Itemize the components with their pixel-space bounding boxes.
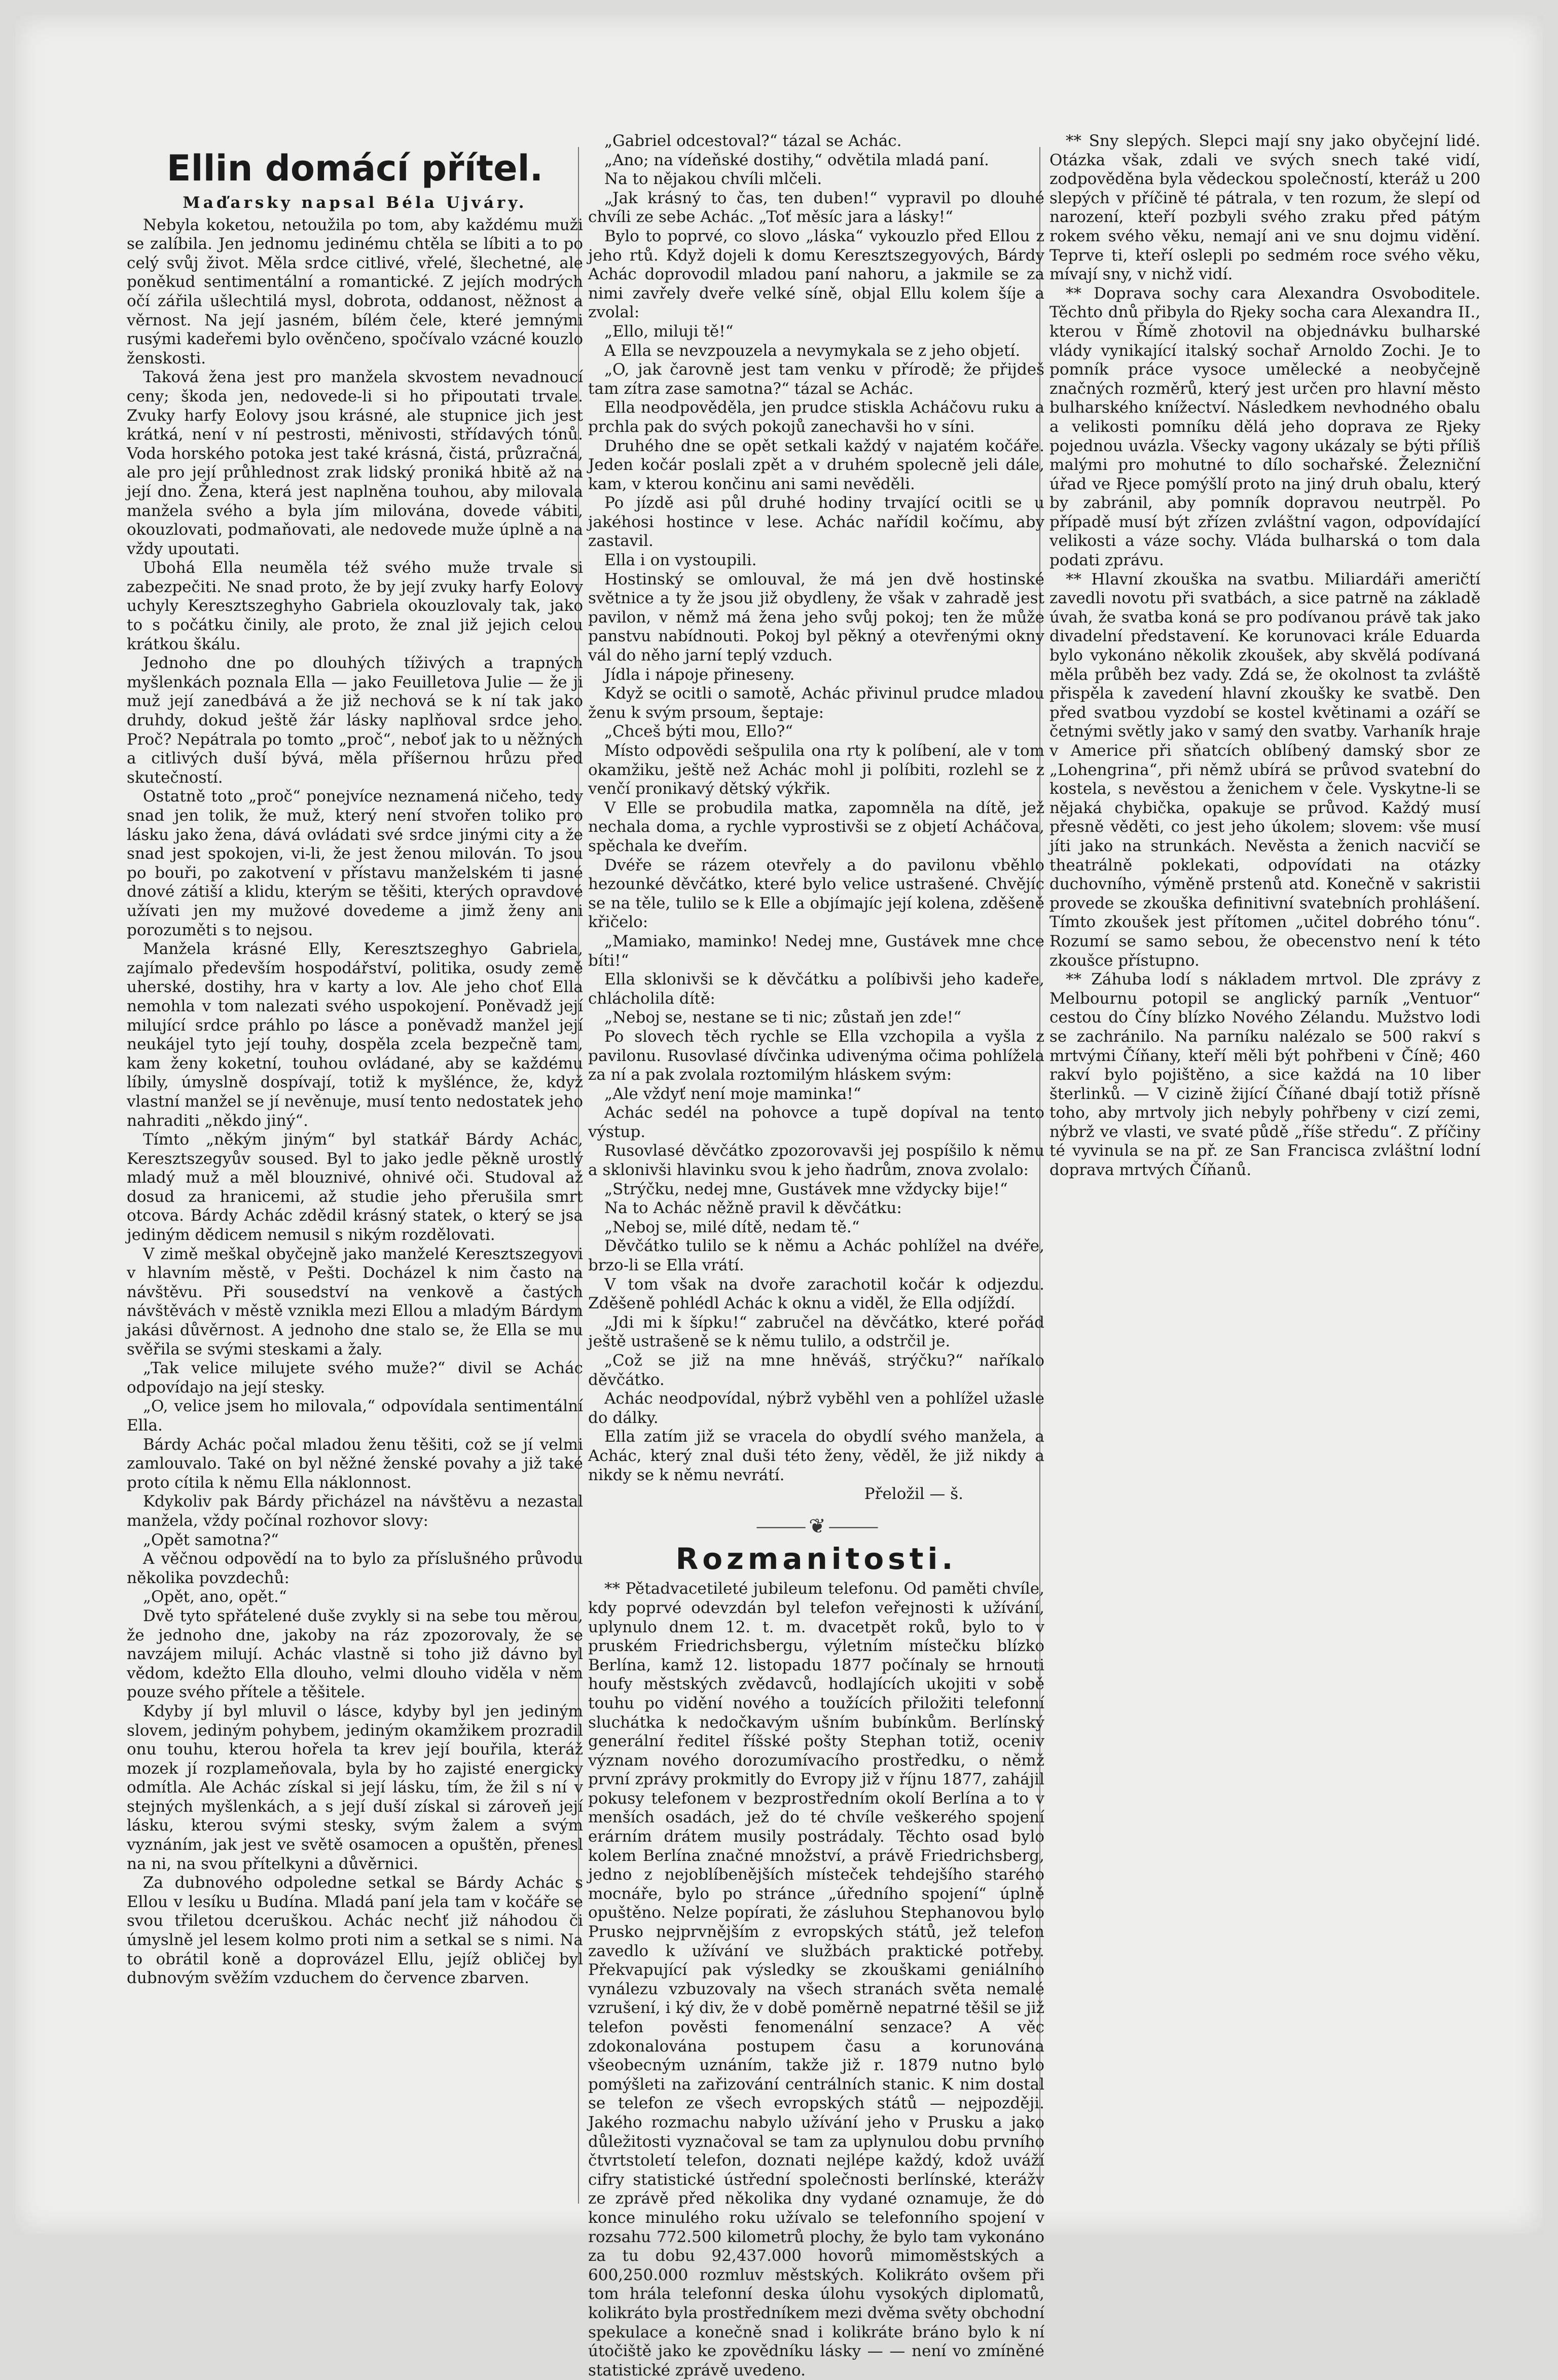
article-paragraph: Bárdy Achác počal mladou ženu těšiti, což se jí velmi zamlouvalo. Také on byl něžné ženské povahy a již také proto cítila k němu Ella náklonnost. [127, 1435, 583, 1492]
article-paragraph: Hostinský se omlouval, že má jen dvě hostinské světnice a ty že jsou již obydleny, že však v zahradě jest pavilon, v němž má žena jeho svůj pokoj; ten že může panstvu nabídnouti. Pokoj byl pěkný a otevřenými okny vál do něho jarní teplý vzduch. [588, 570, 1044, 665]
article-paragraph: „Opět, ano, opět.“ [143, 1588, 287, 1606]
article-paragraph: Děvčátko tulilo se k němu a Achác pohlížel na dvéře, brzo-li se Ella vrátí. [588, 1237, 1044, 1275]
ornament-divider: ⸻ ❦ ⸻ [755, 1514, 877, 1538]
article-paragraph: „Jak krásný to čas, ten duben!“ vypravil po dlouhé chvíli ze sebe Achác. „Toť měsíc jara a lásky!“ [588, 189, 1044, 227]
article-paragraph: „Což se již na mne hněváš, strýčku?“ naříkalo děvčátko. [588, 1351, 1044, 1389]
article-paragraph: „Opět samotna?“ [143, 1530, 279, 1549]
article-paragraph: Druhého dne se opět setkali každý v najatém kočáře. Jeden kočár poslali zpět a v druhém spolecně jeli dále, kam, v kterou končinu ani sami nevěděli. [588, 436, 1044, 493]
article-paragraph: Po jízdě asi půl druhé hodiny trvající ocitli se u jakéhosi hostince v lese. Achác nařídil kočímu, aby zastavil. [588, 494, 1044, 551]
article-paragraph: Achác sedél na pohovce a tupě dopíval na tento výstup. [588, 1104, 1044, 1141]
article-paragraph: „Strýčku, nedej mne, Gustávek mne vždycky bije!“ [604, 1180, 1008, 1198]
article-signature: Přeložil — š. [864, 1485, 963, 1504]
article-paragraph: Kdyby jí byl mluvil o lásce, kdyby byl jen jediným slovem, jediným pohybem, jediným okamžikem prozradil onu touhu, kterou hořela ta krev její bouřila, kteráž mozek jí rozplameňovala, byla by ho zajisté energicky odmítla. Ale Achác získal si její lásku, tím, že žil s ní v stejných myšlenkách, a s její duší získal si zároveň její lásku, kterou svými stesky, svým žalem a svým vyznáním, jak jest ve světě osamocen a opuštěn, přenesl na ni, na svou přítelkyni a důvěrnici. [127, 1702, 583, 1873]
article-paragraph: Taková žena jest pro manžela skvostem nevadnoucí ceny; škoda jen, nedovede-li si ho připoutati trvale. Zvuky harfy Eolovy jsou krásné, ale stupnice jich jest krátká, není v ní pestrosti, měnivosti, střídavých tónů. Voda horského potoka jest také krásná, čistá, průzračná, ale pro její průhlednost zrak lidský proniká hbitě až na její dno. Žena, která jest naplněna touhou, aby milovala manžela svého a byla jím milována, dovede vábiti, okouzlovati, podmaňovati, ale nedovede muže úplně a na vždy upoutati. [127, 368, 583, 558]
article-paragraph: „Jdi mi k šípku!“ zabručel na děvčátko, které pořád ještě ustrašeně se k němu tulilo, a odstrčil je. [588, 1313, 1044, 1351]
article-paragraph: „Neboj se, nestane se ti nic; zůstaň jen zde!“ [604, 1008, 962, 1027]
article-paragraph: „O, velice jsem ho milovala,“ odpovídala sentimentální Ella. [127, 1397, 583, 1435]
article-paragraph: Na to Achác něžně pravil k děvčátku: [604, 1199, 902, 1218]
article-paragraph: A věčnou odpovědí na to bylo za příslušného průvodu několika povzdechů: [127, 1550, 583, 1587]
column-1 [127, 147, 583, 1988]
article-paragraph: „Chceš býti mou, Ello?“ [604, 722, 793, 741]
news-item: ** Sny slepých. Slepci mají sny jako obyčejní lidé. Otázka však, zdali ve svých snech také vidí, zodpověděna byla vědeckou společností, kteráž u 200 slepých v příčině té pátrala, v ten rozum, že slepí od narození, kteří pozbyli svého zraku před pátým rokem svého věku, nemají ani ve snu dojmu vidění. Teprve ti, kteří oslepli po sedmém roce svého věku, mívají sny, v nichž vidí. [1049, 132, 1480, 284]
article-paragraph: Jídla i nápoje přineseny. [604, 665, 795, 684]
article-paragraph: A Ella se nevzpouzela a nevymykala se z jeho objetí. [604, 341, 1021, 360]
article-paragraph: Ostatně toto „proč“ ponejvíce neznamená ničeho, tedy snad jen tolik, že muž, který není stvořen toliko pro lásku jako žena, dává ovládati své srdce jinými city a že snad jest spokojen, vi-li, že jest ženou milován. To jsou po bouři, po zakotvení v přístavu manželském ti jasné dnové zátiší a klidu, kterým se těšiti, kterých opravdové užívati jen my mužové dovedeme a jimž ženy ani porozuměti s to nejsou. [127, 787, 583, 939]
article-paragraph: Rusovlasé děvčátko zpozorovavši jej pospíšilo k němu a sklonivši hlavinku svou k jeho ňadrům, znova zvolalo: [588, 1142, 1044, 1180]
news-item: ** Hlavní zkouška na svatbu. Miliardáři američtí zavedli novotu při svatbách, a sice patrně na základě úvah, že svatba koná se pro podívanou právě tak jako divadelní představení. Ke korunovaci krále Eduarda bylo vykonáno několik zkoušek, aby skvělá podívaná měla průběh bez vady. Zdá se, že okolnost ta zvláště přispěla k zavedení hlavní zkoušky ke svatbě. Den před svatbou vyzdobí se kostel květinami a ozáří se četnými světly jako v samý den svatby. Varhaník hraje v Americe při sňatcích oblíbený damský sbor ze „Lohengrina“, při němž ubírá se průvod svatební do kostela, s nevěstou a ženichem v čele. Vyskytne-li se nějaká chybička, opakuje se průvod. Každý musí přesně věděti, co jest jeho úkolem; slovem: vše musí jíti jako na strunkách. Nevěsta a ženich nacvičí se theatrálně poklekati, odpovídati na otázky duchovního, výměně prstenů atd. Konečně v sakristii provede se zkouška definitivní svatebních prohlášení. Tímto zkoušek jest přítomen „učitel dobrého tónu“. Rozumí se samo sebou, že obecenstvo není k této zkoušce přístupno. [1049, 570, 1480, 970]
article-paragraph: „Mamiako, maminko! Nedej mne, Gustávek mne chce bíti!“ [588, 932, 1044, 970]
article-paragraph: Ella zatím již se vracela do obydlí svého manžela, a Achác, který znal duši této ženy, věděl, že již nikdy a nikdy se k němu nevrátí. [588, 1427, 1044, 1484]
article-paragraph: Jednoho dne po dlouhých tíživých a trapných myšlenkách poznala Ella — jako Feuilletova Julie — že ji muž její zanedbává a že již nechová se k ní tak jako druhdy, dokud ještě žár lásky naplňoval srdce jeho. Proč? Nepátrala po tomto „proč“, neboť jak to u něžných a citlivých duší bývá, měla příšernou hrůzu před skutečností. [127, 654, 583, 787]
article-byline: Maďarsky napsal Béla Ujváry. [183, 194, 527, 212]
article-paragraph: Ella sklonivši se k děvčátku a políbivši jeho kadeře, chlácholila dítě: [588, 970, 1044, 1008]
article-paragraph: Po slovech těch rychle se Ella vzchopila a vyšla z pavilonu. Rusovlasé dívčinka udivenýma očima pohlížela za ní a pak zvolala roztomilým hláskem svým: [588, 1027, 1044, 1084]
article-paragraph: Nebyla koketou, netoužila po tom, aby každému muži se zalíbila. Jen jednomu jedinému chtěla se líbiti a to po celý svůj život. Měla srdce citlivé, vřelé, šlechetné, ale poněkud sentimentální a romantické. Z jejích modrých očí zářila ušlechtilá mysl, dobrota, oddanost, něžnost a věrnost. Na její jasném, bílém čele, které jemnými rusými kadeřemi bylo ověnčeno, spočívalo vzácné kouzlo ženskosti. [127, 215, 583, 368]
article-paragraph: „Neboj se, milé dítě, nedam tě.“ [604, 1218, 860, 1236]
article-paragraph: Ubohá Ella neuměla též svého muže trvale si zabezpečiti. Ne snad proto, že by její zvuky harfy Eolovy uchyly Keresztszeghyho Gabriela okouzlovaly tak, jako to s počátku činily, ale proto, že znal již jejich celou krátkou škálu. [127, 559, 583, 653]
article-paragraph: Ella neodpověděla, jen prudce stiskla Acháčovu ruku a prchla pak do svých pokojů zanechavši ho v síni. [588, 398, 1044, 436]
article-paragraph: V zimě meškal obyčejně jako manželé Keresztszegyovi v hlavním městě, v Pešti. Docházel k nim často na návštěvu. Při sousedství na venkově a častých návštěvách v městě vznikla mezi Ellou a mladým Bárdym jakási důvěrnost. A jednoho dne stalo se, že Ella se mu svěřila se svými steskami a žaly. [127, 1244, 583, 1359]
article-paragraph: Dvéře se rázem otevřely a do pavilonu vběhlo hezounké děvčátko, které bylo velice ustrašené. Chvějíc se na těle, tulilo se k Elle a objímajíc její kolena, zděšeně křičelo: [588, 856, 1044, 932]
news-item: ** Doprava sochy cara Alexandra Osvoboditele. Těchto dnů přibyla do Rjeky socha cara Alexandra II., kterou v Římě zhotovil na objednávku bulharské vlády vynikající italský sochař Arnoldo Zochi. Je to pomník práce vysoce umělecké a neobyčejně značných rozměrů, který jest určen pro hlavní město bulharského knížectví. Následkem nevhodného obalu a velikosti pomníku dělá jeho doprava ze Rjeky pojednou uvázla. Všecky vagony ukázaly se býti příliš malými pro mohutné to dílo sochařské. Železniční úřad ve Rjece pomýšlí proto na jiný druh obalu, který by zabránil, aby pomník dopravou neutrpěl. Po případě musí být zřízen zvláštní vagon, odpovídající velikosti a váze sochy. Vláda bulharská o tom dala podati zprávu. [1049, 284, 1480, 570]
column-3 [1049, 132, 1480, 1180]
article-paragraph: „O, jak čarovně jest tam venku v přírodě; že přijdeš tam zítra zase samotna?“ tázal se Achác. [588, 360, 1044, 398]
column-2 [588, 132, 1044, 2380]
news-item: ** Záhuba lodí s nákladem mrtvol. Dle zprávy z Melbournu potopil se anglický parník „Ventuor“ cestou do Číny blízko Nového Zélandu. Mužstvo lodi se zachránilo. Na parníku nalézalo se 500 rakví s mrtvými Číňany, kteří měli být pohřbeni v Číně; 460 rakví bylo pojištěno, a sice každá na 10 liber šterlinků. — V cizině žijící Číňané dbají totiž přísně toho, aby mrtvoly jich nebyly pohřbeny v cizí zemi, nýbrž ve vlasti, ve svaté půdě „říše středu“. Z příčiny té vyvinula se na př. ze San Francisca zvláštní lodní doprava mrtvých Číňanů. [1049, 970, 1480, 1180]
article-paragraph: V Elle se probudila matka, zapomněla na dítě, jež nechala doma, a rychle vyprostivši se z objetí Acháčova, spěchala ke dveřím. [588, 798, 1044, 855]
article-paragraph: Když se ocitli o samotě, Achác přivinul prudce mladou ženu k svým prsoum, šeptaje: [588, 684, 1044, 722]
article-paragraph: V tom však na dvoře zarachotil kočár k odjezdu. Zděšeně pohlédl Achác k oknu a viděl, že Ella odjíždí. [588, 1275, 1044, 1313]
article-paragraph: Tímto „někým jiným“ byl statkář Bárdy Achác, Keresztszegyův soused. Byl to jako jedle pěkně urostlý mladý muž a měl blouznivé, ohnivé oči. Studoval až dosud za hranicemi, až studie jeho přerušila smrt otcova. Bárdy Achác zdědil krásný statek, o který se jsa jediným dědicem nemusil s nikým rozdělovati. [127, 1130, 583, 1244]
article-paragraph: Za dubnového odpoledne setkal se Bárdy Achác s Ellou v lesíku u Budína. Mladá paní jela tam v kočáře se svou třiletou dceruškou. Achác nechť již náhodou či úmyslně jel lesem kolmo proti nim a setkal se s nimi. Na to obrátil koně a doprovázel Ellu, jejíž obličej byl dubnovým svěžím vzduchem do července zbarven. [127, 1874, 583, 1988]
article-paragraph: „Ano; na vídeňské dostihy,“ odvětila mladá paní. [604, 151, 989, 169]
article-paragraph: Místo odpovědi sešpulila ona rty k políbení, ale v tom okamžiku, ještě než Achác mohl ji políbiti, rozlehl se z venčí pronikavý dětský výkřik. [588, 742, 1044, 798]
article-paragraph: „Gabriel odcestoval?“ tázal se Achác. [604, 132, 902, 150]
article-paragraph: Na to nějakou chvíli mlčeli. [604, 170, 822, 189]
article-paragraph: Dvě tyto spřátelené duše zvykly si na sebe tou měrou, že jednoho dne, jakoby na ráz zpozorovaly, že se navzájem milují. Achác vlastně si toho již dávno byl vědom, kdežto Ella dlouho, velmi dlouho viděla v něm pouze svého přítele a těšitele. [127, 1606, 583, 1702]
article-title: Ellin domácí přítel. [166, 148, 544, 189]
news-item: ** Pětadvacetileté jubileum telefonu. Od paměti chvíle, kdy poprvé odevzdán byl telefon veřejnosti k užívání, uplynulo dnem 12. t. m. dvacetpět roků, bylo to v pruském Friedrichsbergu, výletním místečku blízko Berlína, kamž 12. listopadu 1877 počínaly se hrnouti houfy městských zvědavců, hodlajících ukojiti v sobě touhu po vidění nového a toužících přiložiti telefonní sluchátka k nedočkavým ušním bubínkům. Berlínský generální ředitel říšské pošty Stephan totiž, oceniv význam nového dorozumívacího prostředku, o němž první zprávy prokmitly do Evropy již v říjnu 1877, zahájil pokusy telefonem v bezprostředním okolí Berlína a to v menších osadách, jež do té chvíle veškerého spojení erárním drátem musily postrádaly. Těchto osad bylo kolem Berlína značné množství, a právě Friedrichsberg, jedno z nejoblíbenějších místeček tehdejšího starého mocnáře, bylo po stránce „úředního spojení“ úplně opuštěno. Nelze popírati, že zásluhou Stephanovou bylo Prusko nejprvnějším z evropských států, jež telefon zavedlo k užívání ve službách praktické potřeby. Překvapující pak výsledky se zkouškami geniálního vynálezu vzbuzovaly na všech stranách světa nemalé vzrušení, i ký div, že v době poměrně nepatrné těšil se již telefon pověsti fenomenální senzace? A věc zdokonalována postupem času a korunována všeobecným uznáním, takže již r. 1879 nutno bylo pomýšleti na zařizování centrálních stanic. K nim dostal se telefon ze všech evropských států — nejpozději. Jakého rozmachu nabylo užívání jeho v Prusku a jako důležitosti vyznačoval se tam za uplynulou dobu prvního čtvrtstoletí telefon, doznati nejlépe každý, kdož uváží cifry statistické ústřední společnosti berlínské, kterážv ze zprávě před několika dny vydané oznamuje, že do konce minulého roku užívalo se telefonního spojení v rozsahu 772.500 kilometrů plochy, že bylo tam vykonáno za tu dobu 92,437.000 hovorů mimoměstských a 600,250.000 rozmluv městských. Kolikráto ovšem při tom hrála telefonní deska úlohu vysokých diplomatů, kolikráto byla prostředníkem mezi dvěma světy obchodní spekulace a konečně snad i kolikráte bráno bylo k ní útočiště jako ke zpovědníku lásky — — není vo zmíněné statistické zprávě uvedeno. [588, 1580, 1044, 2379]
article-paragraph: Kdykoliv pak Bárdy přicházel na návštěvu a nezastal manžela, vždy počínal rozhovor slovy: [127, 1492, 583, 1530]
article-paragraph: Achác neodpovídal, nýbrž vyběhl ven a pohlížel užasle do dálky. [588, 1389, 1044, 1427]
article-paragraph: „Tak velice milujete svého muže?“ divil se Achác odpovídajo na její stesky. [127, 1359, 583, 1397]
newspaper-page [15, 15, 1543, 2379]
article-paragraph: „Ello, miluji tě!“ [604, 322, 734, 341]
section-title: Rozmanitosti. [675, 1542, 957, 1577]
article-paragraph: „Ale vždyť není moje maminka!“ [604, 1084, 861, 1103]
article-paragraph: Bylo to poprvé, co slovo „láska“ vykouzlo před Ellou z jeho rtů. Když dojeli k domu Keresztszegyových, Bárdy Achác doprovodil mladou paní nahoru, a jakmile se za nimi zavřely dveře velké síně, objal Ellu kolem šíje a zvolal: [588, 227, 1044, 322]
article-paragraph: Ella i on vystoupili. [604, 551, 757, 570]
article-paragraph: Manžela krásné Elly, Keresztszeghyo Gabriela, zajímalo především hospodářství, politika, osudy země uherské, dostihy, hra v karty a lov. Ale jeho choť Ella nemohla v tom nalezati svého uspokojení. Poněvadž její milující srdce práhlo po lásce a poněvadž manžel její neukájel tyto její touhy, dospěla zcela bezpečně tam, kam ženy koketní, touhou ovládané, aby se každému líbily, úmyslně dospívají, totiž k myšlénce, že, když vlastní manžel se jí nevěnuje, musí tento nedostatek jeho nahraditi „někdo jiný“. [127, 940, 583, 1130]
